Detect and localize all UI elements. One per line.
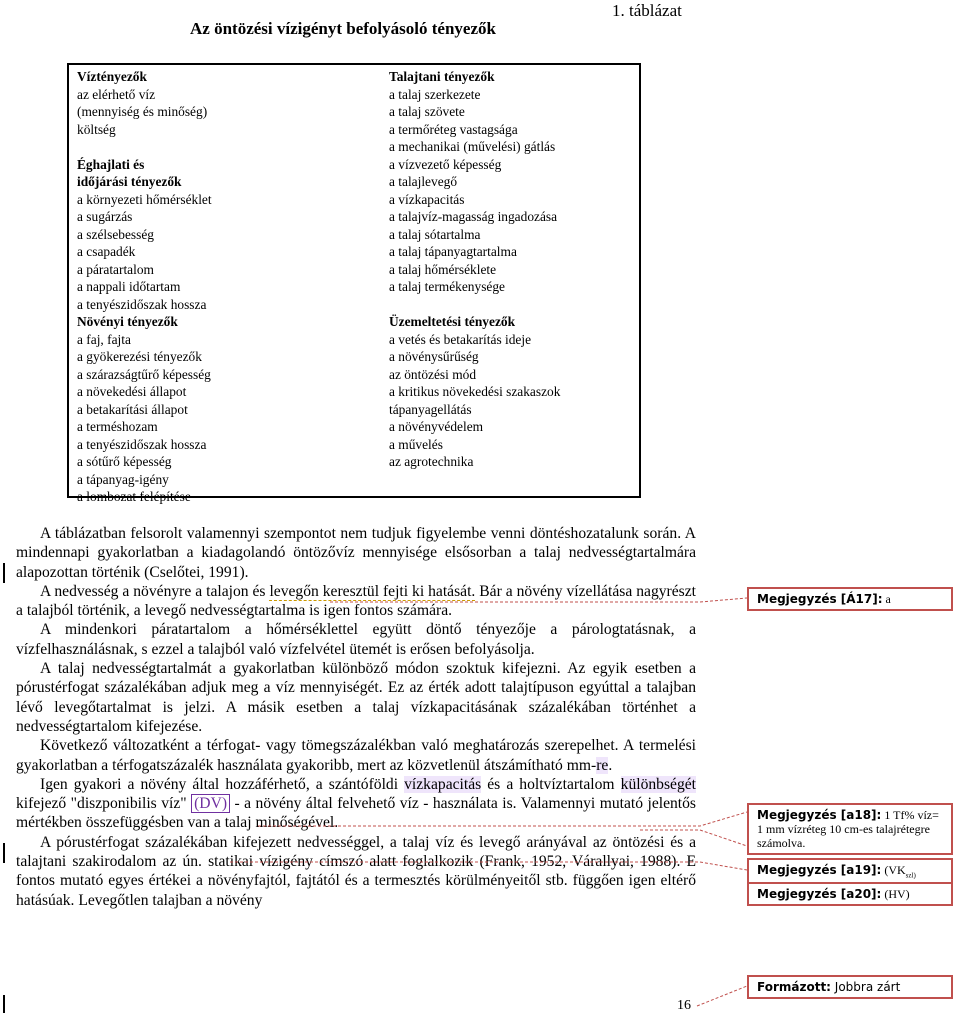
table-item: a tenyészidőszak hossza — [77, 296, 207, 312]
comment-a19[interactable]: Megjegyzés [a19]: ($VK_{szl)}$ — [747, 858, 953, 887]
table-item: a talaj szerkezete — [389, 86, 481, 102]
table-item: a betakarítási állapot — [77, 401, 188, 417]
table-item: a talaj szövete — [389, 104, 465, 119]
paragraph: A táblázatban felsorolt valamennyi szempontot nem tudjuk figyelembe venni döntéshozatalunk során. A mindennapi gyakorlatban a kiadagolandó öntözővíz mennyisége elsősorban a talaj nedvességtartalmára alapozottan történik (Cselőtei, 1991). — [16, 525, 696, 581]
table-item: az elérhető víz — [77, 86, 156, 102]
comment-a20[interactable]: Megjegyzés [a20]: (HV) — [747, 882, 953, 906]
table-item: a növekedési állapot — [77, 384, 187, 399]
table-item: a vízvezető képesség — [389, 156, 502, 172]
table-item: a nappali időtartam — [77, 279, 181, 294]
table-item: a sótűrő képesség — [77, 454, 172, 469]
page-title: Az öntözési vízigényt befolyásoló tényezők — [190, 19, 496, 38]
table-group-heading: időjárási tényezők — [77, 174, 182, 189]
table-item: költség — [77, 121, 116, 137]
paragraph: A nedvesség a növényre a talajon és levegőn keresztül fejti ki hatását. Bár a növény vízellátása nagyrészt a talajból történik, a levegő nedvességtartalma is igen fontos számára. — [16, 582, 696, 620]
table-item: a vízkapacitás — [389, 191, 465, 207]
table-item: a talaj hőmérséklete — [389, 261, 497, 277]
table-item: a kritikus növekedési szakaszok — [389, 384, 561, 399]
table-item: a faj, fajta — [77, 331, 131, 347]
table-item: a környezeti hőmérséklet — [77, 191, 212, 207]
table-item: az agrotechnika — [389, 454, 474, 469]
paragraph: Igen gyakori a növény által hozzáférhető, a szántóföldi vízkapacitás és a holtvíztartalom különbségét kifejező "diszponibilis víz" (DV) - a növény által felvehető víz - használata is. Valamennyi mutató jelentős mértékben összefüggésben van a talaj minőségével. — [16, 775, 696, 832]
page-number: 16 — [677, 998, 691, 1013]
paragraph: Következő változatként a térfogat- vagy tömegszázalékban való meghatározás szerepelhet. A termelési gyakorlatban a térfogatszázalék használata gyakoribb, mert az közvetlenül átszámítható mm-re. — [16, 737, 696, 774]
table-item: a talaj termékenysége — [389, 279, 505, 294]
comment-a17[interactable]: Megjegyzés [Á17]: a — [747, 587, 953, 611]
table-item: a talaj sótartalma — [389, 226, 481, 242]
table-item: a növényvédelem — [389, 419, 484, 434]
table-item: a szélsebesség — [77, 226, 154, 242]
table-group-heading: Víztényezők — [77, 69, 147, 84]
table-item: a gyökerezési tényezők — [77, 349, 202, 364]
table-item: a mechanikai (művelési) gátlás — [389, 139, 556, 154]
table-group-heading: Éghajlati és — [77, 156, 145, 172]
table-item: a lombozat felépítése — [77, 489, 191, 504]
comment-anchor[interactable]: vízkapacitás — [404, 775, 482, 793]
table-item: a termőréteg vastagsága — [389, 121, 518, 137]
table-item: a talaj tápanyagtartalma — [389, 244, 517, 259]
table-item: az öntözési mód — [389, 366, 477, 382]
table-item: a művelés — [389, 436, 443, 452]
table-item: a tenyészidőszak hossza — [77, 436, 207, 452]
table-item: a talajvíz-magasság ingadozása — [389, 209, 558, 224]
comment-anchor[interactable]: levegőn keresztül fejti ki hatását. — [269, 582, 476, 600]
table-item: a tápanyag-igény — [77, 471, 169, 487]
paragraph: A pórustérfogat százalékában kifejezett nedvességgel, a talaj víz és levegő arányával az öntözési és a talajtani szakirodalom az ún. statikai vízigény címszó alatt foglalkozik (Frank, 1952, Várallyai, 1988). E fontos mutató egyes értékei a növényfajtól, fajtától és a termesztés körülményeitől stb. függően igen eltérő hatásúak. Levegőtlen talajban a növény — [16, 833, 696, 909]
table-group-heading: Üzemeltetési tényezők — [389, 314, 516, 329]
paragraph: A talaj nedvességtartalmát a gyakorlatban különböző módon szoktuk kifejezni. Az egyik esetben a pórustérfogat százalékában adjuk meg a víz mennyiségét. Ez az érték adott talajtípuson egyúttal a talajban lévő levegőtartalmat is jelzi. A másik esetben a talaj vízkapacitásának százalékában történhet a nedvességtartalom kifejezése. — [16, 660, 696, 735]
table-item: a vetés és betakarítás ideje — [389, 331, 532, 347]
paragraph: A mindenkori páratartalom a hőmérséklettel együtt döntő tényezője a párologtatásnak, a vízfelhasználásnak, s ezzel a talajból való vízfelvétel ütemét is erősen befolyásolja. — [16, 621, 696, 658]
table-item: a csapadék — [77, 244, 136, 259]
table-group-heading: Talajtani tényezők — [389, 69, 495, 84]
table-item: a sugárzás — [77, 209, 133, 224]
table-reference: 1. táblázat — [612, 1, 682, 20]
comment-anchor[interactable]: re — [596, 756, 609, 774]
comment-anchor[interactable]: különbségét — [620, 775, 696, 793]
comment-a18[interactable]: Megjegyzés [a18]: 1 Tf% víz= 1 mm vízréteg 10 cm-es talajrétegre számolva. — [747, 803, 953, 855]
inserted-text[interactable]: (DV) — [191, 794, 230, 813]
table-group-heading: Növényi tényezők — [77, 314, 178, 329]
table-item: a páratartalom — [77, 261, 154, 277]
formatting-note[interactable]: Formázott: Jobbra zárt — [747, 975, 953, 999]
table-item: (mennyiség és minőség) — [77, 104, 208, 119]
table-item: tápanyagellátás — [389, 401, 472, 417]
table-item: a terméshozam — [77, 419, 158, 434]
table-item: a szárazságtűrő képesség — [77, 366, 211, 382]
table-item: a talajlevegő — [389, 174, 458, 189]
table-item: a növénysűrűség — [389, 349, 479, 364]
